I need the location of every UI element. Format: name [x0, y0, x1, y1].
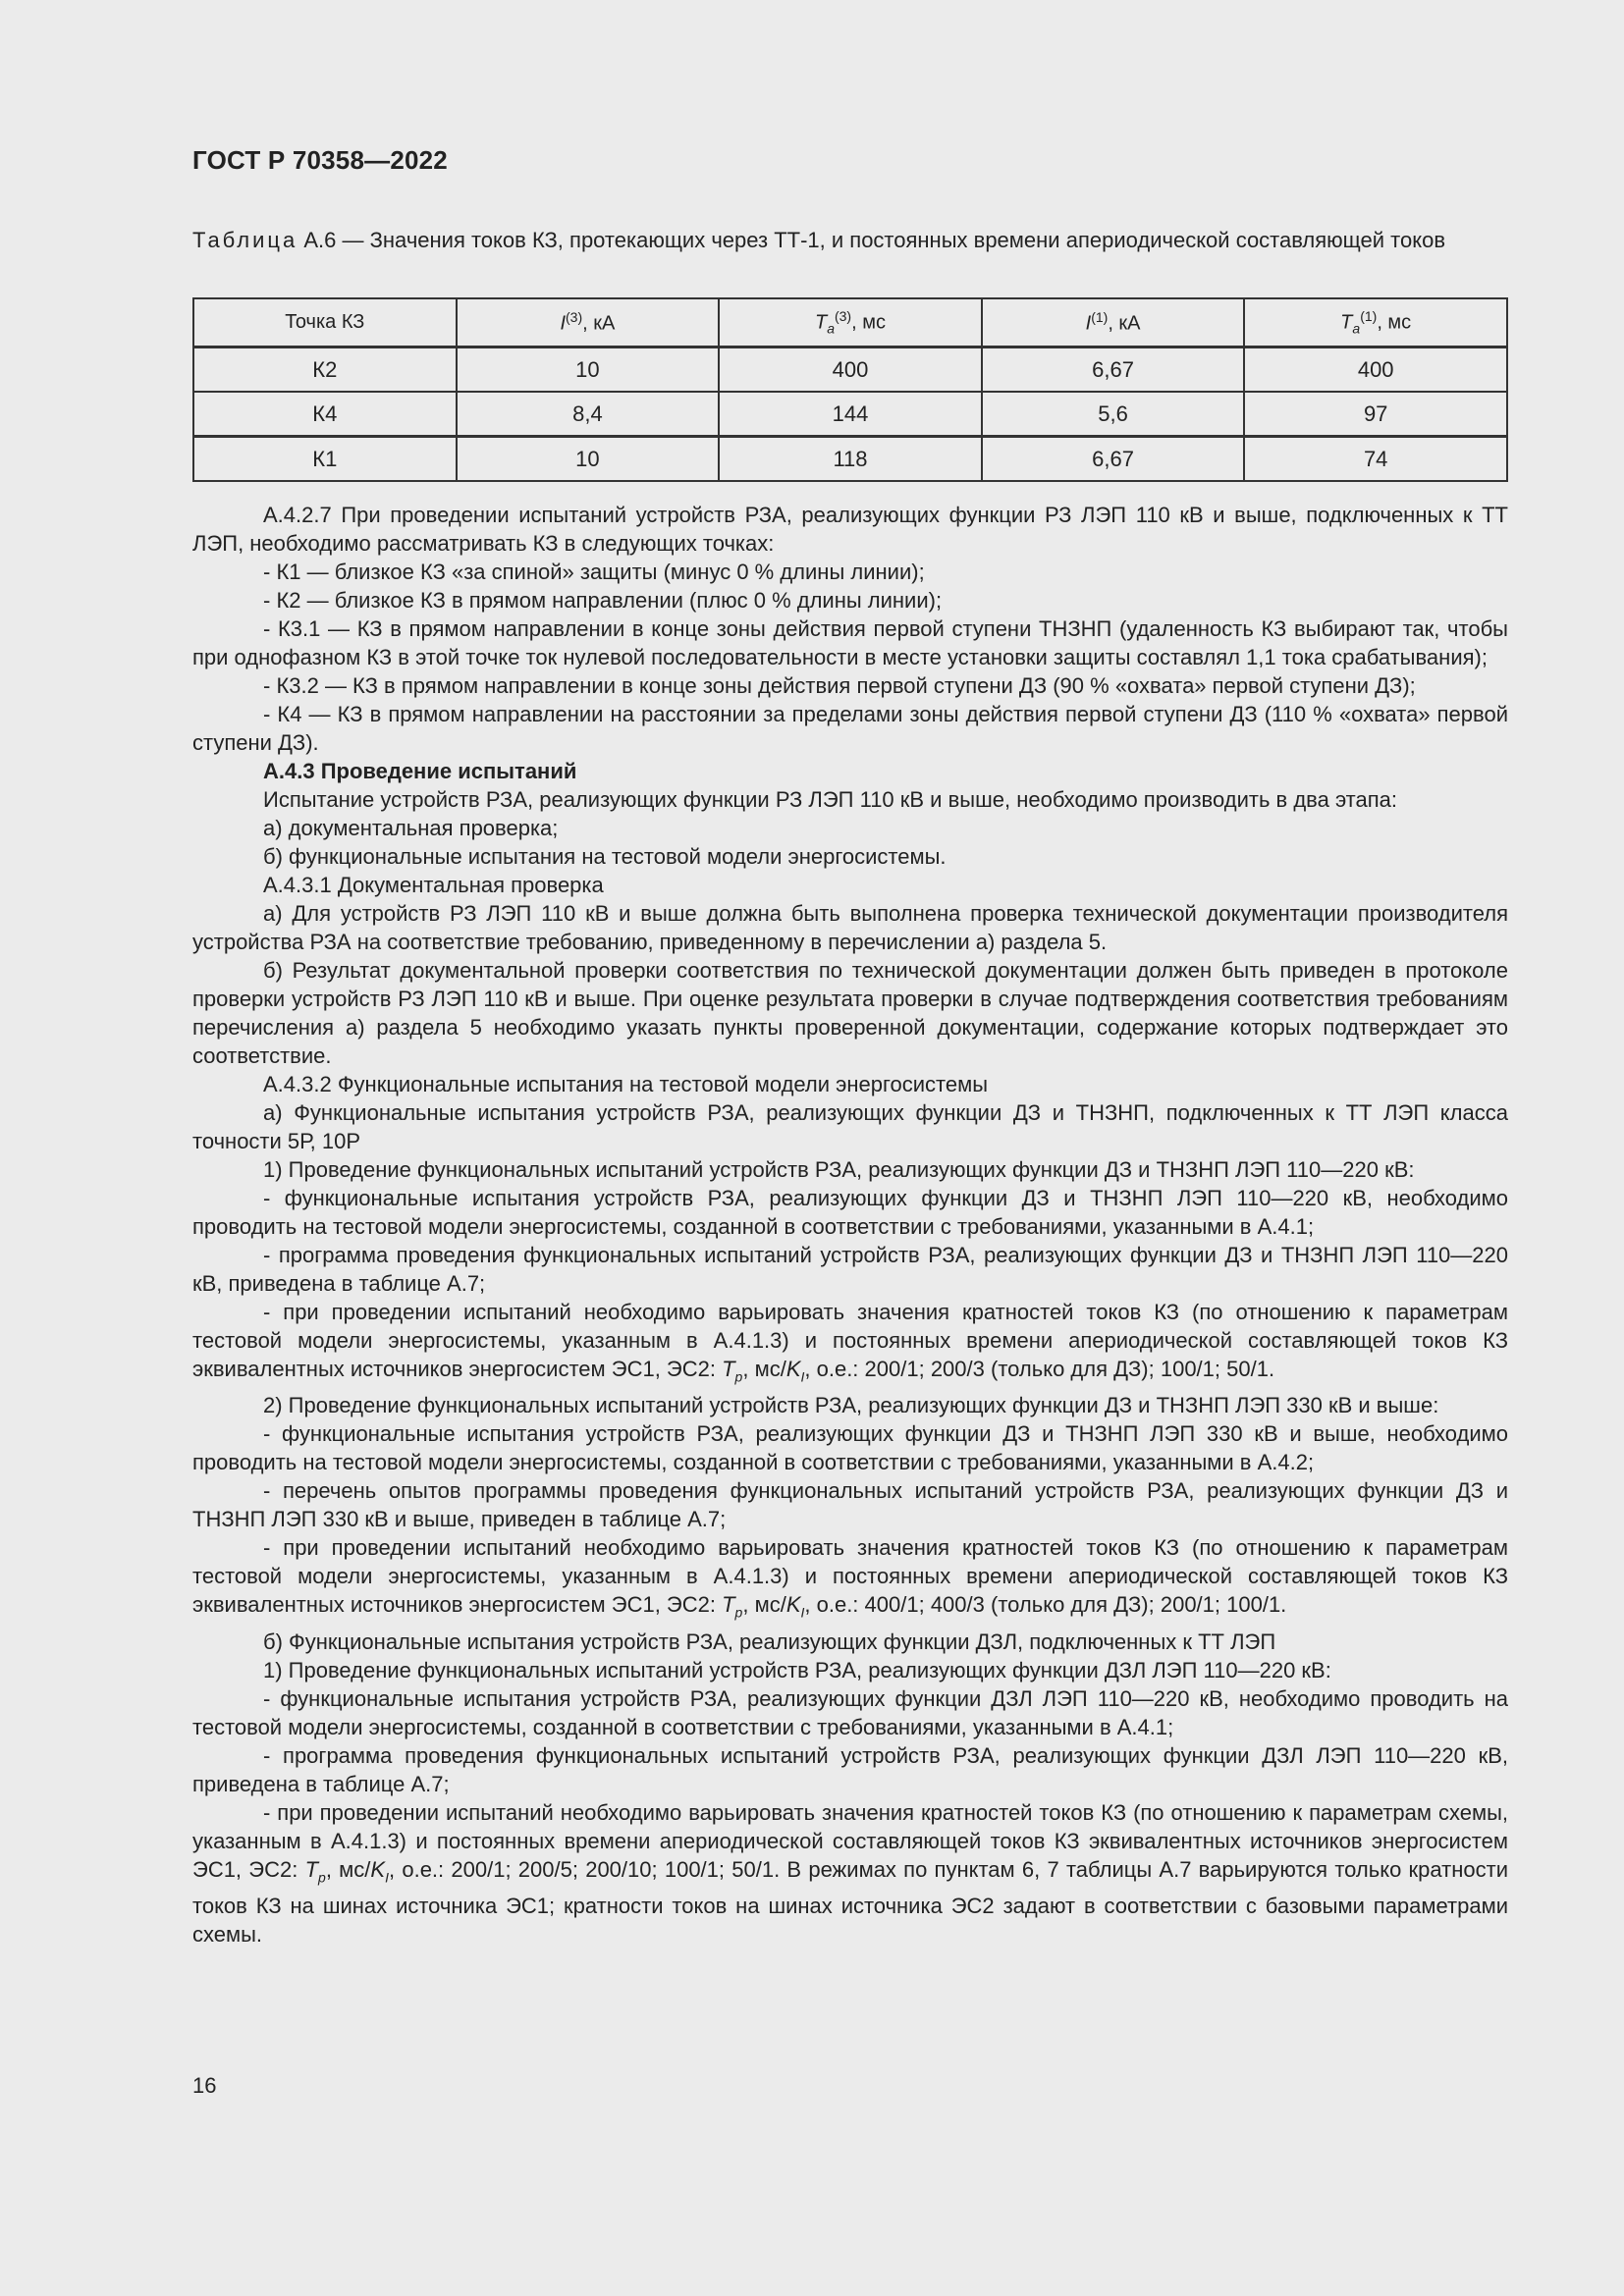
table-cell: 74	[1244, 437, 1507, 482]
table-caption-text: А.6 — Значения токов КЗ, протекающих через ТТ-1, и постоянных времени апериодической составляющей токов	[298, 228, 1446, 252]
table-cell: 5,6	[982, 392, 1245, 437]
list-item: - функциональные испытания устройств РЗА, реализующих функции ДЗЛ ЛЭП 110—220 кВ, необходимо проводить на тестовой модели энергосистемы, созданной в соответствии с требованиями, указанными в А.4.1;	[192, 1685, 1508, 1739]
list-item: б) функциональные испытания на тестовой модели энергосистемы.	[263, 844, 947, 869]
section-heading: А.4.3 Проведение испытаний	[263, 759, 577, 783]
table-header-cell: $I^{(1)}$, кА	[982, 298, 1245, 347]
paragraph: б) Функциональные испытания устройств РЗА, реализующих функции ДЗЛ, подключенных к ТТ ЛЭП	[263, 1629, 1276, 1654]
list-item: а) документальная проверка;	[263, 816, 559, 840]
table-cell: 97	[1244, 392, 1507, 437]
paragraph: 1) Проведение функциональных испытаний устройств РЗА, реализующих функции ДЗ и ТНЗНП ЛЭП 110—220 кВ:	[263, 1157, 1415, 1182]
list-item: - перечень опытов программы проведения функциональных испытаний устройств РЗА, реализующих функции ДЗ и ТНЗНП ЛЭП 330 кВ и выше, приведен в таблице А.7;	[192, 1478, 1508, 1532]
table-cell: К2	[193, 347, 457, 393]
table-caption	[192, 226, 1508, 254]
list-item: - при проведении испытаний необходимо варьировать значения кратностей токов КЗ (по отношению к параметрам схемы, указанным в А.4.1.3) и постоянных времени апериодической составляющей токов КЗ эквивалентных источников энергосистем ЭС1, ЭС2: $T_p$, $мс/K_I$, о.е.: 200/1; 200/5; 200/10; 100/1; 50/1. В режимах по пунктам 6, 7 таблицы А.7 варьируются только кратности токов КЗ на шинах источника ЭС1; кратности токов на шинах источника ЭС2 задают в соответствии с базовыми параметрами схемы.	[192, 1799, 1508, 1948]
table-row	[193, 347, 1507, 393]
subsection-heading: А.4.3.1 Документальная проверка	[263, 873, 604, 897]
short-circuit-table	[192, 297, 1508, 482]
table-header-cell: $T_a^{(3)}$, мс	[719, 298, 982, 347]
list-item: - К3.1 — КЗ в прямом направлении в конце зоны действия первой ступени ТНЗНП (удаленность КЗ выбирают так, чтобы при однофазном КЗ в этой точке ток нулевой последовательности в месте установки защиты составлял 1,1 тока срабатывания);	[192, 616, 1508, 669]
table-cell: К1	[193, 437, 457, 482]
table-cell: 400	[1244, 347, 1507, 393]
paragraph: а) Для устройств РЗ ЛЭП 110 кВ и выше должна быть выполнена проверка технической документации производителя устройства РЗА на соответствие требованию, приведенному в перечислении а) раздела 5.	[192, 901, 1508, 954]
table-cell: 118	[719, 437, 982, 482]
list-item: - функциональные испытания устройств РЗА, реализующих функции ДЗ и ТНЗНП ЛЭП 110—220 кВ, необходимо проводить на тестовой модели энергосистемы, созданной в соответствии с требованиями, указанными в А.4.1;	[192, 1186, 1508, 1239]
table-header-row	[193, 298, 1507, 347]
list-item: - программа проведения функциональных испытаний устройств РЗА, реализующих функции ДЗ и ТНЗНП ЛЭП 110—220 кВ, приведена в таблице А.7;	[192, 1243, 1508, 1296]
list-item: - К4 — КЗ в прямом направлении на расстоянии за пределами зоны действия первой ступени ДЗ (110 % «охвата» первой ступени ДЗ).	[192, 702, 1508, 755]
table-cell: 10	[457, 437, 720, 482]
paragraph: А.4.2.7 При проведении испытаний устройств РЗА, реализующих функции РЗ ЛЭП 110 кВ и выше, подключенных к ТТ ЛЭП, необходимо рассматривать КЗ в следующих точках:	[192, 503, 1508, 556]
table-cell: 400	[719, 347, 982, 393]
table-header-cell: Точка КЗ	[193, 298, 457, 347]
table-header-cell: $T_a^{(1)}$, мс	[1244, 298, 1507, 347]
table-caption-label: Таблица	[192, 228, 298, 252]
document-header: ГОСТ Р 70358—2022	[192, 145, 448, 175]
list-item: - К1 — близкое КЗ «за спиной» защиты (минус 0 % длины линии);	[263, 560, 925, 584]
table-row	[193, 392, 1507, 437]
list-item: - программа проведения функциональных испытаний устройств РЗА, реализующих функции ДЗЛ ЛЭП 110—220 кВ, приведена в таблице А.7;	[192, 1742, 1508, 1796]
paragraph: а) Функциональные испытания устройств РЗА, реализующих функции ДЗ и ТНЗНП, подключенных к ТТ ЛЭП класса точности 5Р, 10Р	[192, 1100, 1508, 1153]
table-cell: 6,67	[982, 347, 1245, 393]
list-item: - функциональные испытания устройств РЗА, реализующих функции ДЗ и ТНЗНП ЛЭП 330 кВ и выше, необходимо проводить на тестовой модели энергосистемы, созданной в соответствии с требованиями, указанными в А.4.2;	[192, 1421, 1508, 1475]
paragraph: 1) Проведение функциональных испытаний устройств РЗА, реализующих функции ДЗЛ ЛЭП 110—220 кВ:	[263, 1657, 1331, 1682]
page-number: 16	[192, 2073, 217, 2098]
subsection-heading: А.4.3.2 Функциональные испытания на тестовой модели энергосистемы	[263, 1072, 989, 1096]
paragraph: б) Результат документальной проверки соответствия по технической документации должен быть приведен в протоколе проверки устройств РЗ ЛЭП 110 кВ и выше. При оценке результата проверки в случае подтверждения соответствия требованиям перечисления а) раздела 5 необходимо указать пункты проверенной документации, содержание которых подтверждает это соответствие.	[192, 958, 1508, 1068]
table-cell: 6,67	[982, 437, 1245, 482]
table-cell: 144	[719, 392, 982, 437]
table-header-cell: $I^{(3)}$, кА	[457, 298, 720, 347]
table-cell: 10	[457, 347, 720, 393]
list-item: - К3.2 — КЗ в прямом направлении в конце зоны действия первой ступени ДЗ (90 % «охвата» первой ступени ДЗ);	[263, 673, 1416, 698]
table-row	[193, 437, 1507, 482]
paragraph: 2) Проведение функциональных испытаний устройств РЗА, реализующих функции ДЗ и ТНЗНП ЛЭП 330 кВ и выше:	[263, 1393, 1439, 1418]
body-text	[192, 501, 1508, 1949]
list-item: - К2 — близкое КЗ в прямом направлении (плюс 0 % длины линии);	[263, 588, 943, 613]
list-item: - при проведении испытаний необходимо варьировать значения кратностей токов КЗ (по отношению к параметрам тестовой модели энергосистемы, указанным в А.4.1.3) и постоянных времени апериодической составляющей токов КЗ эквивалентных источников энергосистем ЭС1, ЭС2: $T_p$, $мс/K_I$, о.е.: 400/1; 400/3 (только для ДЗ); 200/1; 100/1.	[192, 1535, 1508, 1621]
table-cell: 8,4	[457, 392, 720, 437]
list-item: - при проведении испытаний необходимо варьировать значения кратностей токов КЗ (по отношению к параметрам тестовой модели энергосистемы, указанным в А.4.1.3) и постоянных времени апериодической составляющей токов КЗ эквивалентных источников энергосистем ЭС1, ЭС2: $T_p$, $мс/K_I$, о.е.: 200/1; 200/3 (только для ДЗ); 100/1; 50/1.	[192, 1300, 1508, 1385]
paragraph: Испытание устройств РЗА, реализующих функции РЗ ЛЭП 110 кВ и выше, необходимо производить в два этапа:	[263, 787, 1398, 812]
table-cell: К4	[193, 392, 457, 437]
